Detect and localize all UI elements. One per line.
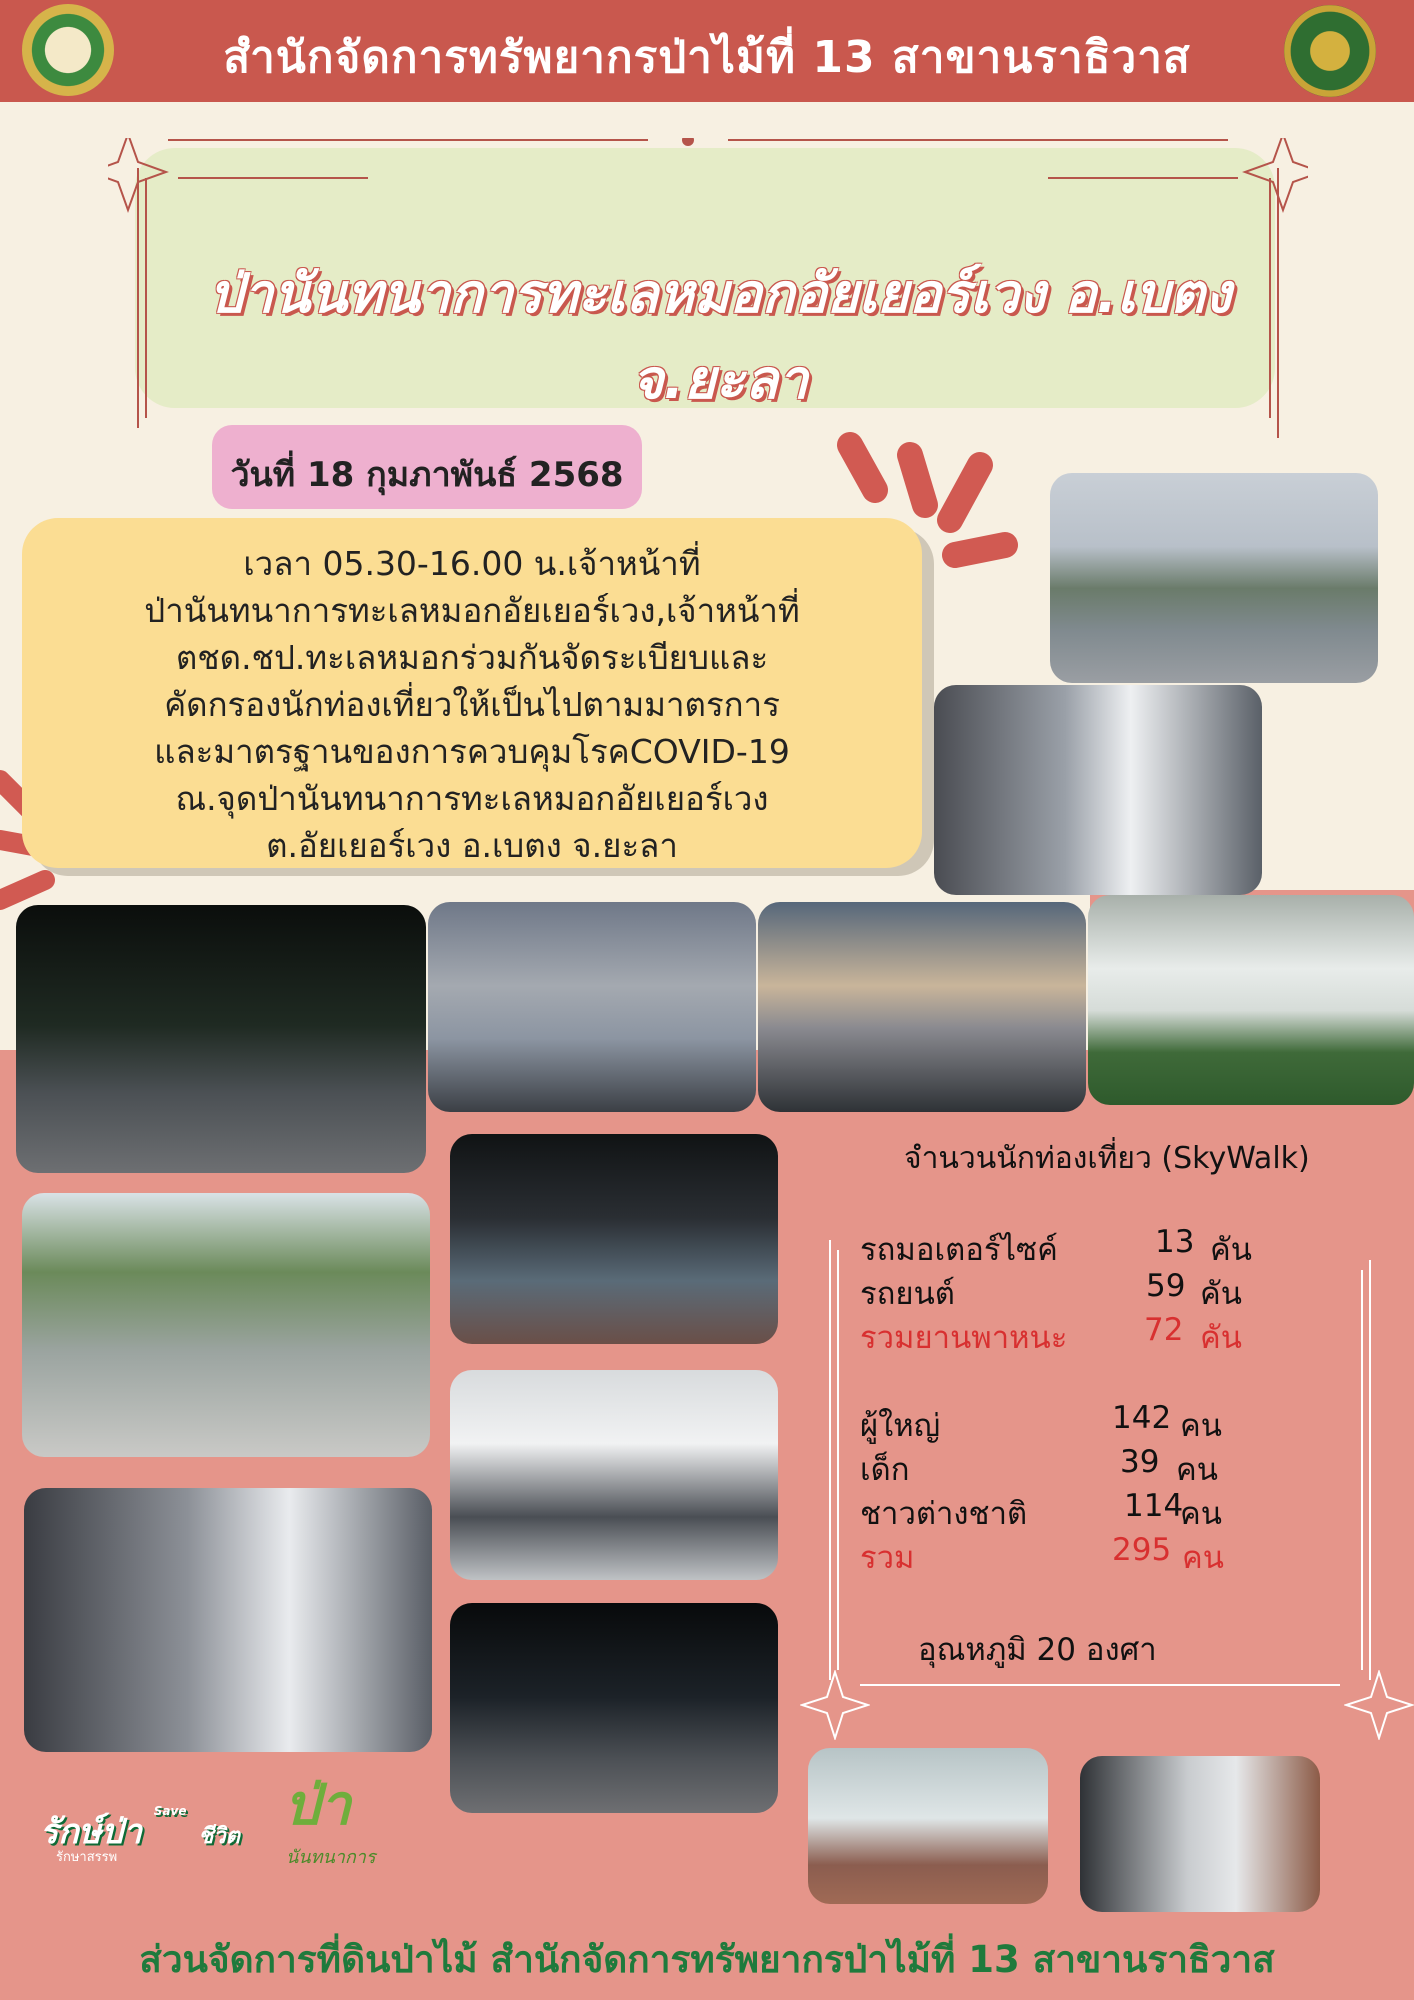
stat-unit: คน	[1176, 1452, 1218, 1488]
stat-unit: คน	[1180, 1496, 1222, 1532]
footer-text: ส่วนจัดการที่ดินป่าไม้ สำนักจัดการทรัพยากรป่าไม้ที่ 13 สาขานราธิวาส	[139, 1938, 1275, 1981]
save-forest-logo-subtitle: รักษาสรรพ	[56, 1850, 118, 1865]
save-forest-logo-word: ชีวิต	[198, 1824, 240, 1849]
stat-value: 39	[1120, 1444, 1160, 1480]
government-seal-logo	[22, 4, 114, 96]
stat-row	[860, 1400, 1280, 1444]
photo-night-parking	[16, 905, 426, 1173]
photo-night-parking-crowd	[450, 1603, 778, 1813]
description-line: ณ.จุดป่านันทนาการทะเลหมอกอัยเยอร์เวง	[175, 779, 769, 818]
sparkle-icon	[1344, 1670, 1414, 1740]
description-line: ต.อัยเยอร์เวง อ.เบตง จ.ยะลา	[266, 826, 678, 865]
stat-label: รถมอเตอร์ไซค์	[860, 1232, 1058, 1268]
description-line: คัดกรองนักท่องเที่ยวให้เป็นไปตามมาตรการ	[164, 685, 780, 724]
royal-forest-department-logo	[1284, 5, 1376, 97]
stat-row	[860, 1268, 1280, 1312]
stat-value: 72	[1144, 1312, 1184, 1348]
temperature-text: อุณหภูมิ 20 องศา	[918, 1632, 1157, 1668]
header-title: สำนักจัดการทรัพยากรป่าไม้ที่ 13 สาขานราธิวาส	[223, 32, 1191, 83]
vehicle-stats	[860, 1224, 1280, 1356]
stat-unit: คัน	[1210, 1232, 1252, 1268]
recreation-forest-logo-subtitle: นันทนาการ	[286, 1847, 376, 1868]
stats-title: จำนวนนักท่องเที่ยว (SkyWalk)	[904, 1141, 1310, 1176]
stat-row-total	[860, 1532, 1280, 1576]
description-line: เวลา 05.30-16.00 น.เจ้าหน้าที่	[243, 544, 701, 583]
main-title: ป่านันทนาการทะเลหมอกอัยเยอร์เวง อ.เบตง จ.ยะลา	[208, 262, 1232, 411]
stat-value: 13	[1155, 1224, 1195, 1260]
stat-value: 114	[1124, 1488, 1184, 1524]
date-text: วันที่ 18 กุมภาพันธ์ 2568	[230, 455, 624, 495]
stat-label: เด็ก	[860, 1452, 910, 1488]
description-line: ป่านันทนาการทะเลหมอกอัยเยอร์เวง,เจ้าหน้าที่	[144, 591, 800, 630]
photo-crowd-night	[450, 1134, 778, 1344]
photo-glass-walkway	[808, 1748, 1048, 1904]
stat-row-total	[860, 1312, 1280, 1356]
stat-value: 59	[1146, 1268, 1186, 1304]
stat-label: รวมยานพาหนะ	[860, 1320, 1068, 1356]
stat-label: รวม	[860, 1540, 915, 1576]
photo-staff-checkpoint	[24, 1488, 432, 1752]
stat-label: ชาวต่างชาติ	[860, 1496, 1028, 1532]
photo-staff-gate	[934, 685, 1262, 895]
photo-viewpoint-morning	[1050, 473, 1378, 683]
photo-officers-entrance	[22, 1193, 430, 1457]
stat-value: 142	[1112, 1400, 1172, 1436]
stat-row	[860, 1224, 1280, 1268]
stat-row	[860, 1444, 1280, 1488]
stat-value: 295	[1112, 1532, 1172, 1568]
photo-skywalk-fog	[1088, 895, 1414, 1105]
stat-unit: คัน	[1200, 1276, 1242, 1312]
sparkle-icon	[800, 1670, 870, 1740]
recreation-forest-logo-text: ป่า	[284, 1773, 351, 1838]
photo-cleaning-stairs	[1080, 1756, 1320, 1912]
recreation-forest-logo	[272, 1760, 412, 1900]
stat-unit: คน	[1180, 1408, 1222, 1444]
save-forest-logo-tag: Save	[153, 1804, 187, 1818]
stat-row	[860, 1488, 1280, 1532]
photo-sky-viewpoint	[428, 902, 756, 1112]
people-stats	[860, 1400, 1280, 1576]
stat-unit: คัน	[1200, 1320, 1242, 1356]
description-text	[40, 540, 904, 869]
stat-unit: คน	[1182, 1540, 1224, 1576]
photo-sunrise-deck	[758, 902, 1086, 1112]
description-line: และมาตรฐานของการควบคุมโรคCOVID-19	[154, 732, 790, 771]
photo-ticket-counter	[450, 1370, 778, 1580]
stat-label: รถยนต์	[860, 1276, 955, 1312]
stat-label: ผู้ใหญ่	[860, 1408, 941, 1444]
save-forest-logo-text: รักษ์ป่า	[40, 1812, 142, 1852]
description-line: ตชด.ชป.ทะเลหมอกร่วมกันจัดระเบียบและ	[175, 638, 769, 677]
